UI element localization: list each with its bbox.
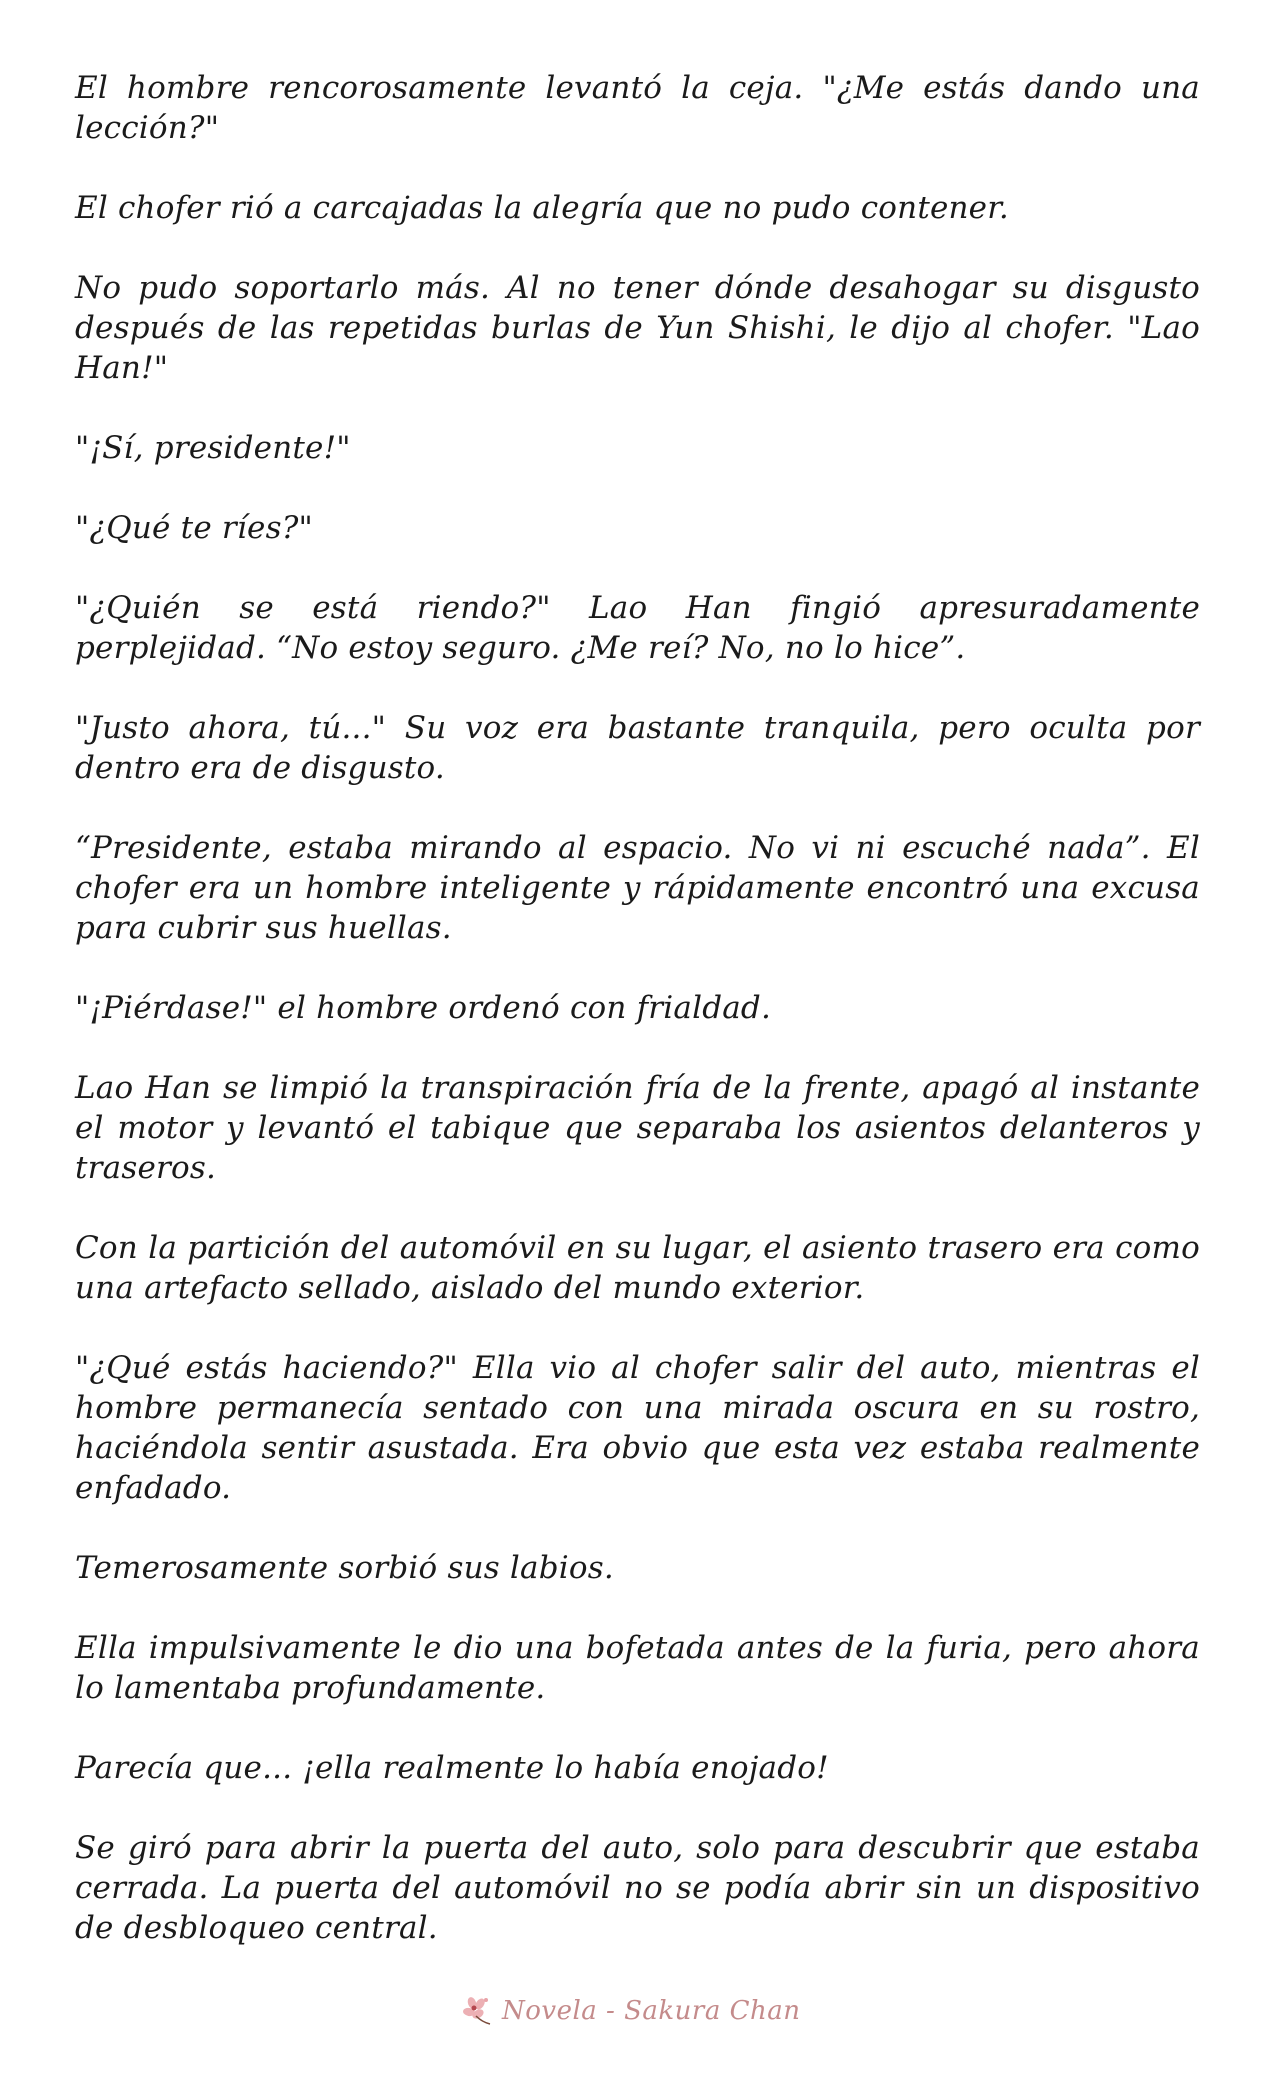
paragraph: Lao Han se limpió la transpiración fría de la frente, apagó al instante el motor y levantó el tabique que separaba los asientos delanteros y traseros. xyxy=(75,1070,1200,1186)
sakura-flower-icon xyxy=(460,1994,494,2028)
paragraph: “Presidente, estaba mirando al espacio. No vi ni escuché nada”. El chofer era un hombre inteligente y rápidamente encontró una excusa para cubrir sus huellas. xyxy=(75,830,1200,946)
paragraph: El chofer rió a carcajadas la alegría que no pudo contener. xyxy=(75,190,1009,226)
paragraph: Ella impulsivamente le dio una bofetada antes de la furia, pero ahora lo lamentaba profundamente. xyxy=(75,1630,1200,1706)
paragraph: Con la partición del automóvil en su lugar, el asiento trasero era como una artefacto sellado, aislado del mundo exterior. xyxy=(75,1230,1200,1306)
paragraph: Temerosamente sorbió sus labios. xyxy=(75,1550,614,1586)
watermark-text: Novela - Sakura Chan xyxy=(502,1996,801,2026)
paragraph: "¿Qué te ríes?" xyxy=(75,510,313,546)
paragraph: "¡Sí, presidente!" xyxy=(75,430,351,466)
paragraph: Se giró para abrir la puerta del auto, solo para descubrir que estaba cerrada. La puerta del automóvil no se podía abrir sin un dispositivo de desbloqueo central. xyxy=(75,1830,1200,1946)
paragraph: "Justo ahora, tú..." Su voz era bastante tranquila, pero oculta por dentro era de disgusto. xyxy=(75,710,1200,786)
paragraph: "¡Piérdase!" el hombre ordenó con frialdad. xyxy=(75,990,772,1026)
watermark xyxy=(460,1988,840,2034)
document-body xyxy=(75,68,1200,1988)
paragraph: El hombre rencorosamente levantó la ceja. "¿Me estás dando una lección?" xyxy=(75,70,1200,146)
paragraph: Parecía que... ¡ella realmente lo había enojado! xyxy=(75,1750,829,1786)
paragraph: "¿Quién se está riendo?" Lao Han fingió apresuradamente perplejidad. “No estoy seguro. ¿Me reí? No, no lo hice”. xyxy=(75,590,1200,666)
paragraph: No pudo soportarlo más. Al no tener dónde desahogar su disgusto después de las repetidas burlas de Yun Shishi, le dijo al chofer. "Lao Han!" xyxy=(75,270,1200,386)
paragraph: "¿Qué estás haciendo?" Ella vio al chofer salir del auto, mientras el hombre permanecía sentado con una mirada oscura en su rostro, haciéndola sentir asustada. Era obvio que esta vez estaba realmente enfadado. xyxy=(75,1350,1200,1506)
